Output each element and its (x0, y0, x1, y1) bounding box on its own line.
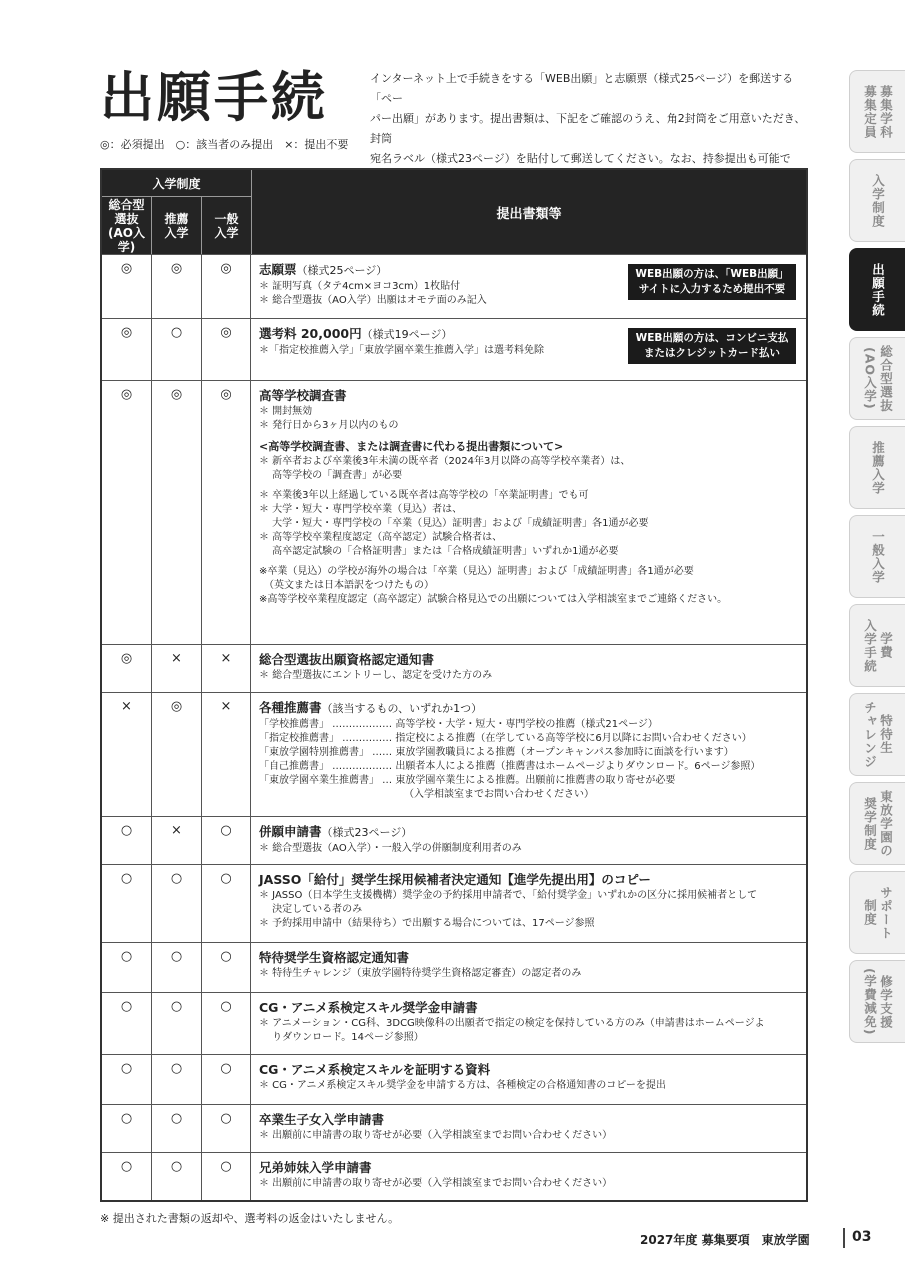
mark-general: ○ (202, 1055, 251, 1104)
note-line: （入学相談室までお問い合わせください） (259, 789, 594, 800)
sub-heading: <高等学校調査書、または調査書に代わる提出書類について> (259, 440, 564, 453)
footnote: ※ 提出された書類の返却や、選考料の返金はいたしません。 (100, 1212, 400, 1225)
mark-ao: ○ (102, 865, 152, 942)
row-content (251, 943, 806, 992)
doc-title (259, 387, 798, 405)
docs-header: 提出書類等 (496, 206, 562, 222)
side-tab-label: サポート (878, 885, 894, 940)
note-line: ＊ 卒業後3年以上経過している既卒者は高等学校の「卒業証明書」でも可 (259, 490, 589, 501)
mark-ao: ◎ (102, 381, 152, 644)
note-line: ＊ 総合型選抜（AO入学）・一般入学の併願制度利用者のみ (259, 843, 522, 854)
mark-recommend: ◎ (152, 381, 202, 644)
doc-title (259, 1159, 798, 1177)
side-tab-label: チャレンジ (862, 700, 878, 769)
col-header-ao: 総合型 選抜 (AO入学) (102, 197, 152, 254)
note-line: ＊ 大学・短大・専門学校卒業（見込）者は、 (259, 504, 463, 515)
mark-general: ○ (202, 865, 251, 942)
table-row (102, 644, 806, 692)
note-line: ＊ 特待生チャレンジ（東放学園特待奨学生資格認定審査）の認定者のみ (259, 968, 582, 979)
intro-line: パー出願」があります。提出書類は、下記をご確認のうえ、角2封筒をご用意いただき、封筒 (370, 112, 806, 145)
side-tab[interactable] (849, 515, 905, 598)
doc-title-text: 総合型選抜出願資格認定通知書 (259, 652, 435, 667)
doc-title (259, 823, 798, 842)
mark-general: ○ (202, 993, 251, 1054)
mark-ao: ◎ (102, 319, 152, 380)
mark-recommend: × (152, 645, 202, 692)
mark-recommend: ○ (152, 865, 202, 942)
doc-title (259, 1111, 798, 1129)
mark-recommend: ○ (152, 1105, 202, 1152)
mark-recommend: ◎ (152, 693, 202, 816)
note-line: ＊ 新卒者および卒業後3年未満の既卒者（2024年3月以降の高等学校卒業者）は、 (259, 456, 631, 467)
mark-general: ○ (202, 817, 251, 864)
mark-ao: ○ (102, 817, 152, 864)
note-line: ＊「指定校推薦入学」「東放学園卒業生推薦入学」は選考料免除 (259, 345, 544, 356)
table-row (102, 380, 806, 644)
doc-title-text: 併願申請書 (259, 824, 322, 839)
note-line: 「指定校推薦書」 …………… 指定校による推薦（在学している高等学校に6月以降にお問い合わせください） (259, 733, 752, 744)
doc-title-text: 卒業生子女入学申請書 (259, 1112, 385, 1127)
note-line: ＊ 総合型選抜（AO入学）出願はオモテ面のみ記入 (259, 295, 487, 306)
legend: ◎：必須提出 ○：該当者のみ提出 ×：提出不要 (100, 138, 349, 151)
mark-general: ○ (202, 1105, 251, 1152)
note-line: ＊ 出願前に申請書の取り寄せが必要（入学相談室までお問い合わせください） (259, 1130, 613, 1141)
table-header (102, 170, 806, 254)
mark-general: ○ (202, 943, 251, 992)
doc-title-text: 志願票 (259, 262, 297, 277)
mark-ao: ○ (102, 943, 152, 992)
note-line: りダウンロード。14ページ参照） (259, 1032, 424, 1043)
mark-general: × (202, 693, 251, 816)
intro-line: 宛名ラベル（様式23ページ）を貼付して郵送してください。なお、持参提出も可能で (370, 152, 791, 165)
note-line: ※高等学校卒業程度認定（高卒認定）試験合格見込での出願については入学相談室までご連絡ください。 (259, 594, 728, 605)
note-line: ＊ 高等学校卒業程度認定（高卒認定）試験合格者は、 (259, 532, 503, 543)
mark-ao: ○ (102, 1055, 152, 1104)
mark-recommend: ○ (152, 943, 202, 992)
note-line: 高等学校の「調査書」が必要 (259, 470, 403, 481)
note-line: ＊ 開封無効 (259, 406, 313, 417)
mark-ao: ○ (102, 993, 152, 1054)
mark-ao: ◎ (102, 645, 152, 692)
system-header (102, 170, 252, 254)
note-line: ＊ 出願前に申請書の取り寄せが必要（入学相談室までお問い合わせください） (259, 1178, 613, 1189)
note-line: 決定している者のみ (259, 904, 363, 915)
doc-title-text: 選考料 20,000円 (259, 326, 362, 341)
note-line: 「自己推薦書」 ……………… 出願者本人による推薦（推薦書はホームページよりダウンロード。6ページ参照） (259, 761, 761, 772)
side-tab-label: 修学支援 (878, 974, 894, 1029)
doc-title-suffix: （様式19ページ） (361, 328, 453, 341)
side-tab-label: 一般入学 (870, 529, 886, 584)
table-row (102, 1152, 806, 1200)
mark-general: × (202, 645, 251, 692)
note-line: ＊ 予約採用申請中（結果待ち）で出願する場合については、17ページ参照 (259, 918, 595, 929)
doc-title (259, 999, 798, 1017)
side-tab-label: 制度 (862, 899, 878, 926)
row-content (251, 1153, 806, 1200)
documents-table (100, 168, 808, 1202)
side-tab[interactable] (849, 782, 905, 865)
system-group-header: 入学制度 (102, 170, 251, 197)
intro-line: インターネット上で手続きをする「WEB出願」と志願票（様式25ページ）を郵送する「ペー (370, 72, 794, 105)
row-content (251, 693, 806, 816)
mark-ao: ○ (102, 1153, 152, 1200)
table-row (102, 942, 806, 992)
note-line: 「学校推薦書」 ……………… 高等学校・大学・短大・専門学校の推薦（様式21ページ） (259, 719, 658, 730)
doc-title-text: JASSO「給付」奨学生採用候補者決定通知【進学先提出用】のコピー (259, 872, 651, 887)
row-content (251, 1105, 806, 1152)
page-divider (843, 1228, 845, 1248)
side-tab[interactable] (849, 70, 905, 153)
mark-ao: × (102, 693, 152, 816)
row-content (251, 319, 806, 380)
doc-title-suffix: （該当するもの、いずれか1つ） (321, 702, 483, 715)
mark-general: ◎ (202, 381, 251, 644)
doc-title-text: 特待奨学生資格認定通知書 (259, 950, 410, 965)
note-line: ＊ JASSO（日本学生支援機構）奨学金の予約採用申請者で、「給付奨学金」いずれかの区分に採用候補者として (259, 890, 758, 901)
row-content (251, 865, 806, 942)
mark-recommend: ○ (152, 993, 202, 1054)
mark-ao: ○ (102, 1105, 152, 1152)
table-row (102, 992, 806, 1054)
side-tab-label: 推薦入学 (870, 440, 886, 495)
side-tab-label: 東放学園の (878, 789, 894, 858)
side-tab[interactable] (849, 248, 905, 331)
side-tab-label: (AO入学) (862, 347, 878, 410)
doc-title-text: 高等学校調査書 (259, 388, 347, 403)
note-line: ＊ 総合型選抜にエントリーし、認定を受けた方のみ (259, 670, 493, 681)
note-line: ＊ アニメーション・CG科、3DCG映像科の出願者で指定の検定を保持している方のみ（申請書はホームページよ (259, 1018, 765, 1029)
doc-title-text: CG・アニメ系検定スキルを証明する資料 (259, 1062, 491, 1077)
table-row (102, 1054, 806, 1104)
note-line: 「東放学園卒業生推薦書」 … 東放学園卒業生による推薦。出願前に推薦書の取り寄せが必要 (259, 775, 676, 786)
side-tab-label: 特待生 (878, 714, 894, 755)
side-tab-label: 入学手続 (862, 618, 878, 673)
note-line: ＊ CG・アニメ系検定スキル奨学金を申請する方は、各種検定の合格通知書のコピーを提出 (259, 1080, 666, 1091)
note-line: 「東放学園特別推薦書」 …… 東放学園教職員による推薦（オープンキャンパス参加時に面談を行います） (259, 747, 734, 758)
mark-recommend: ◎ (152, 255, 202, 318)
mark-ao: ◎ (102, 255, 152, 318)
mark-recommend: × (152, 817, 202, 864)
page-number: 03 (852, 1229, 872, 1245)
side-tab[interactable] (849, 871, 905, 954)
side-tab-label: (学費減免) (862, 967, 878, 1036)
side-tab-label: 募集定員 (862, 84, 878, 139)
table-row (102, 318, 806, 380)
table-row (102, 1104, 806, 1152)
note-line: ＊ 発行日から3ヶ月以内のもの (259, 420, 399, 431)
doc-title (259, 1061, 798, 1079)
doc-title-text: CG・アニメ系検定スキル奨学金申請書 (259, 1000, 478, 1015)
mark-general: ◎ (202, 255, 251, 318)
mark-recommend: ○ (152, 1055, 202, 1104)
mark-recommend: ○ (152, 1153, 202, 1200)
side-tab[interactable] (849, 426, 905, 509)
col-header-recommend: 推薦 入学 (152, 197, 202, 254)
row-content (251, 645, 806, 692)
doc-title (259, 949, 798, 967)
mark-recommend: ○ (152, 319, 202, 380)
side-tab[interactable] (849, 159, 905, 242)
web-note-badge: WEB出願の方は、コンビニ支払 またはクレジットカード払い (628, 328, 796, 364)
side-tab-label: 学費 (878, 632, 894, 659)
side-tab[interactable] (849, 693, 905, 776)
side-tab-label: 奨学制度 (862, 796, 878, 851)
doc-title-suffix: （様式25ページ） (296, 264, 388, 277)
side-tab-label: 募集学科 (878, 84, 894, 139)
note-line: ＊ 証明写真（タテ4cm×ヨコ3cm）1枚貼付 (259, 281, 461, 292)
table-body (102, 254, 806, 1200)
row-content (251, 817, 806, 864)
note-line: ※卒業（見込）の学校が海外の場合は「卒業（見込）証明書」および「成績証明書」各1通が必要 (259, 566, 694, 577)
row-content (251, 993, 806, 1054)
doc-title-suffix: （様式23ページ） (321, 826, 413, 839)
side-tab[interactable] (849, 960, 905, 1043)
side-tab[interactable] (849, 604, 905, 687)
doc-title (259, 871, 798, 889)
side-tab[interactable] (849, 337, 905, 420)
table-row (102, 816, 806, 864)
side-tab-label: 出願手続 (870, 262, 886, 317)
table-row (102, 692, 806, 816)
row-content (251, 1055, 806, 1104)
mark-general: ◎ (202, 319, 251, 380)
side-tab-label: 総合型選抜 (878, 344, 894, 413)
row-content (251, 381, 806, 644)
side-tabs (849, 70, 905, 1049)
row-content (251, 255, 806, 318)
page-title: 出願手続 (100, 66, 328, 129)
table-row (102, 864, 806, 942)
page-info: 2027年度 募集要項 東放学園 (640, 1233, 810, 1247)
note-line: 大学・短大・専門学校の「卒業（見込）証明書」および「成績証明書」各1通が必要 (259, 518, 649, 529)
col-header-general: 一般 入学 (214, 211, 239, 240)
doc-title (259, 699, 798, 718)
note-line: （英文または日本語訳をつけたもの） (259, 580, 434, 591)
note-line: 高卒認定試験の「合格証明書」または「合格成績証明書」いずれか1通が必要 (259, 546, 619, 557)
mark-general: ○ (202, 1153, 251, 1200)
table-row (102, 254, 806, 318)
doc-title-text: 各種推薦書 (259, 700, 322, 715)
web-note-badge: WEB出願の方は、「WEB出願」 サイトに入力するため提出不要 (628, 264, 796, 300)
doc-title-text: 兄弟姉妹入学申請書 (259, 1160, 372, 1175)
side-tab-label: 入学制度 (870, 173, 886, 228)
doc-title (259, 651, 798, 669)
